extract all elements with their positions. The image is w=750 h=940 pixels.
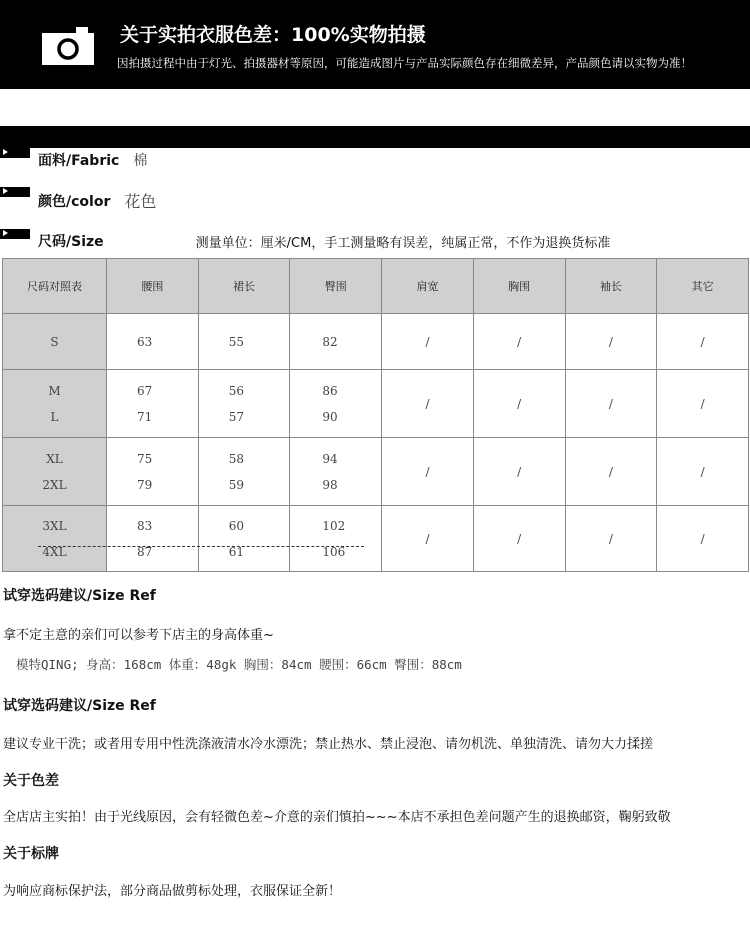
waist-value: 79 [137, 477, 153, 492]
size-label: 尺码/Size [38, 234, 104, 250]
care-title: 试穿选码建议/Size Ref [3, 698, 156, 714]
length-value: 61 [228, 544, 244, 559]
hip-cell [290, 314, 382, 370]
length-cell [198, 370, 290, 438]
header-cell: 胸围 [473, 259, 565, 314]
model-measurements: 模特QING; 身高：168cm 体重：48gk 胸围：84cm 腰围：66cm 臀围：88cm [16, 657, 462, 672]
size-cell [3, 370, 107, 438]
hip-value: 102 [322, 518, 346, 533]
length-value: 59 [228, 477, 244, 492]
chest-cell: / [473, 314, 565, 370]
banner-title: 关于实拍衣服色差：100%实物拍摄 [120, 24, 426, 46]
hip-value: 94 [322, 451, 338, 466]
color-diff-text: 全店店主实拍！由于光线原因，会有轻微色差~介意的亲们慎拍~~~本店不承担色差问题产生的退换邮资，鞠躬致敬 [3, 810, 671, 825]
color-label: 颜色/color [38, 193, 111, 210]
size-value: 4XL [42, 544, 67, 559]
length-cell [198, 314, 290, 370]
length-value: 56 [228, 383, 244, 398]
length-value: 55 [228, 334, 244, 349]
fabric-value: 棉 [133, 153, 148, 169]
size-cell [3, 506, 107, 572]
shoulder-cell: / [382, 314, 474, 370]
shoulder-cell: / [382, 370, 474, 438]
hip-cell [290, 438, 382, 506]
chest-cell: / [473, 370, 565, 438]
header-cell: 裙长 [198, 259, 290, 314]
divider-bar [0, 126, 750, 148]
size-value: 3XL [42, 518, 67, 533]
size-ref-title: 试穿选码建议/Size Ref [3, 588, 156, 604]
hip-value: 106 [322, 544, 346, 559]
table-row [3, 370, 749, 438]
hip-value: 90 [322, 409, 338, 424]
table-header-row [3, 259, 749, 314]
waist-value: 67 [137, 383, 153, 398]
size-value: 2XL [42, 477, 67, 492]
size-value: XL [46, 451, 63, 466]
strikethrough-line [38, 546, 364, 547]
table-row [3, 438, 749, 506]
size-note: 测量单位：厘米/CM，手工测量略有误差，纯属正常，不作为退换货标准 [195, 235, 611, 251]
waist-cell [107, 506, 199, 572]
size-cell [3, 438, 107, 506]
length-cell [198, 438, 290, 506]
waist-value: 87 [137, 544, 153, 559]
color-diff-title: 关于色差 [3, 773, 59, 789]
sleeve-cell: / [565, 506, 657, 572]
waist-cell [107, 314, 199, 370]
color-disclaimer-banner [0, 0, 750, 89]
tag-text: 为响应商标保护法，部分商品做剪标处理，衣服保证全新！ [3, 884, 342, 899]
arrow-marker-icon [0, 229, 30, 239]
waist-value: 83 [137, 518, 153, 533]
length-value: 57 [228, 409, 244, 424]
sleeve-cell: / [565, 438, 657, 506]
banner-subtitle: 因拍摄过程中由于灯光、拍摄器材等原因，可能造成图片与产品实际颜色存在细微差异，产品颜色请以实物为准！ [117, 56, 692, 70]
hip-value: 82 [322, 334, 338, 349]
length-value: 60 [228, 518, 244, 533]
table-row [3, 506, 749, 572]
hip-cell [290, 370, 382, 438]
chest-cell: / [473, 438, 565, 506]
other-cell: / [657, 438, 749, 506]
size-value: M [48, 383, 61, 398]
size-row [0, 231, 610, 251]
length-value: 58 [228, 451, 244, 466]
fabric-row [0, 150, 147, 170]
other-cell: / [657, 506, 749, 572]
waist-value: 71 [137, 409, 153, 424]
color-value: 花色 [124, 192, 157, 211]
header-cell: 袖长 [565, 259, 657, 314]
length-cell [198, 506, 290, 572]
size-cell [3, 314, 107, 370]
header-cell: 臀围 [290, 259, 382, 314]
chest-cell: / [473, 506, 565, 572]
other-cell: / [657, 314, 749, 370]
sleeve-cell: / [565, 370, 657, 438]
hip-cell [290, 506, 382, 572]
hip-value: 98 [322, 477, 338, 492]
waist-cell [107, 438, 199, 506]
color-row [0, 189, 156, 212]
fabric-label: 面料/Fabric [38, 153, 120, 169]
sleeve-cell: / [565, 314, 657, 370]
header-cell: 其它 [657, 259, 749, 314]
header-cell: 腰围 [107, 259, 199, 314]
shoulder-cell: / [382, 506, 474, 572]
waist-value: 75 [137, 451, 153, 466]
size-value: L [50, 409, 59, 424]
other-cell: / [657, 370, 749, 438]
waist-value: 63 [137, 334, 153, 349]
shoulder-cell: / [382, 438, 474, 506]
tag-title: 关于标牌 [3, 846, 59, 862]
size-value: S [50, 334, 59, 349]
hip-value: 86 [322, 383, 338, 398]
waist-cell [107, 370, 199, 438]
header-cell: 尺码对照表 [3, 259, 107, 314]
care-text: 建议专业干洗；或者用专用中性洗涤液清水冷水漂洗；禁止热水、禁止浸泡、请勿机洗、单独清洗、请勿大力揉搓 [3, 737, 654, 752]
arrow-marker-icon [0, 187, 30, 197]
table-row [3, 314, 749, 370]
size-chart-table [2, 258, 749, 572]
header-cell: 肩宽 [382, 259, 474, 314]
camera-icon [42, 27, 94, 65]
arrow-marker-icon [0, 148, 30, 158]
size-ref-text: 拿不定主意的亲们可以参考下店主的身高体重~ [3, 628, 274, 643]
